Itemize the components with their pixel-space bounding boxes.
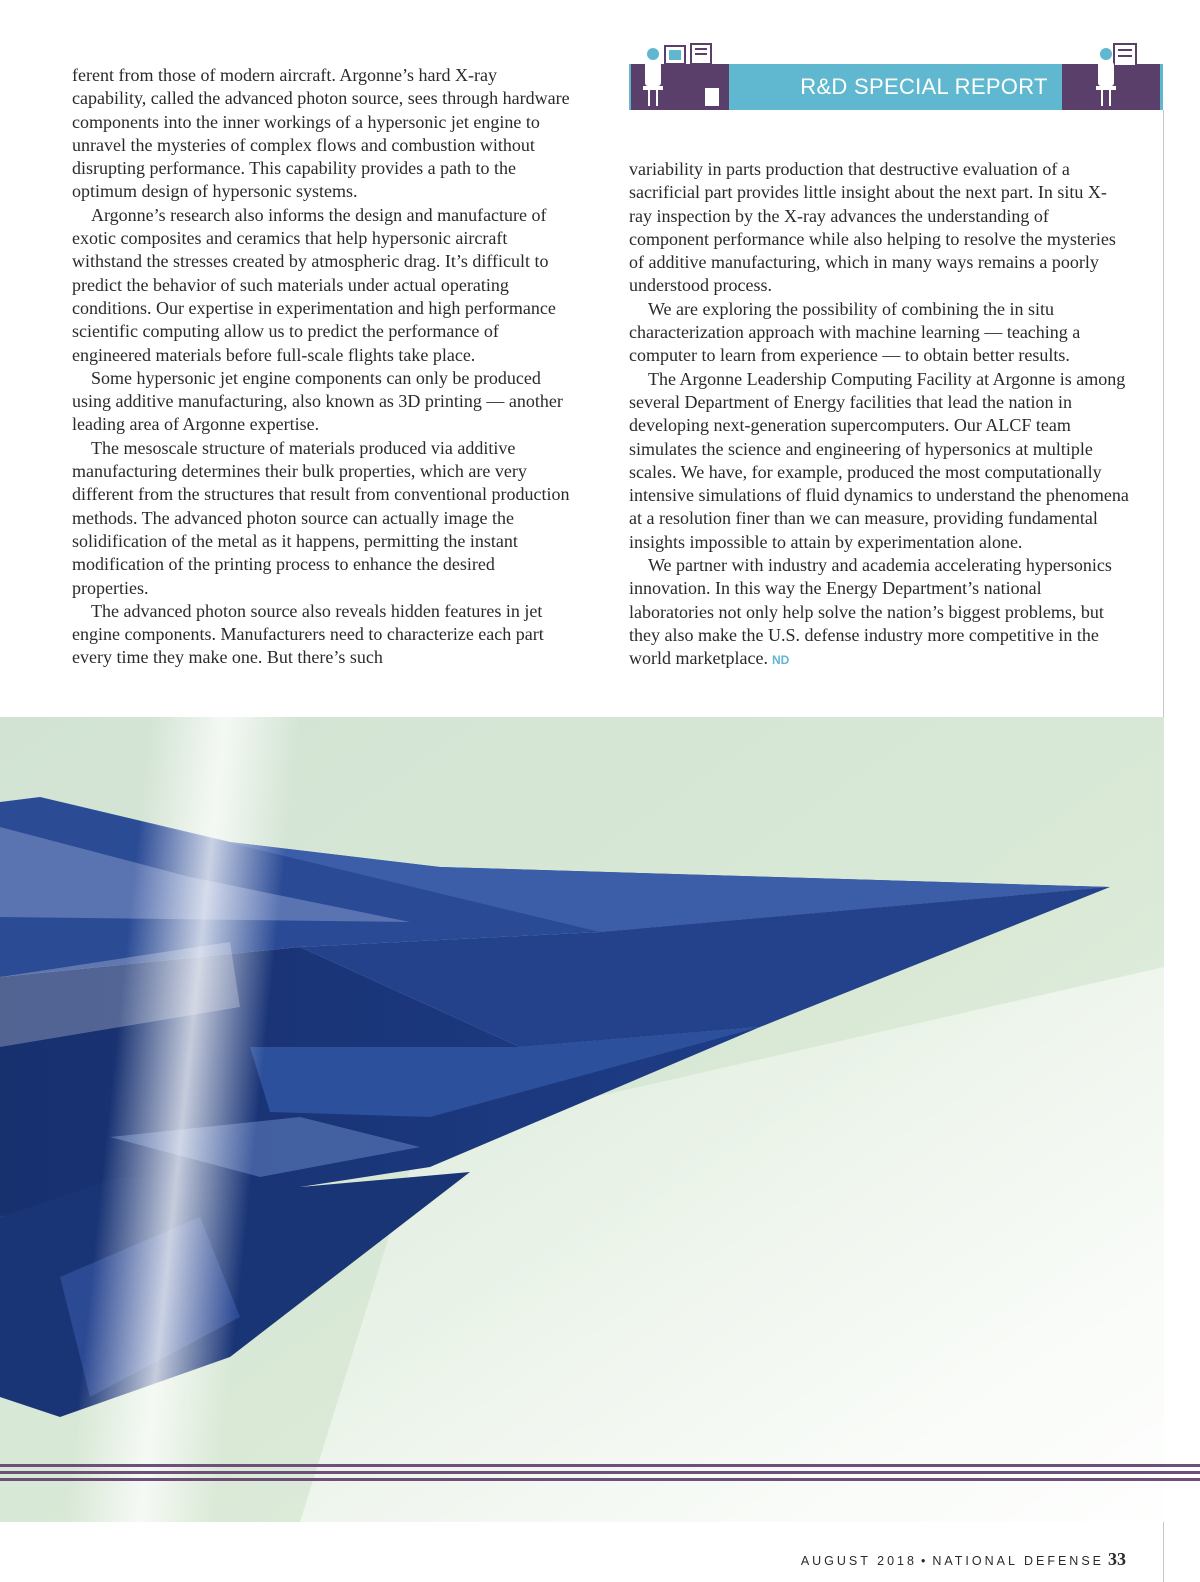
paragraph: Some hypersonic jet engine components can only be produced using additive manufacturing, also known as 3D printing — another leading area of Argonne expertise. [72, 367, 563, 435]
banner-title: R&D SPECIAL REPORT [800, 74, 1048, 99]
article-column-left [72, 64, 572, 670]
publication-name: NATIONAL DEFENSE [932, 1554, 1104, 1568]
paragraph: Argonne’s research also informs the design and manufacture of exotic composites and ceramics that help hypersonic aircraft withstand the stresses created by atmospheric drag. It’s difficult to predict the behavior of such materials under actual operating conditions. Our expertise in experimentation and high performance scientific computing allow us to predict the performance of engineered materials before full-scale flights take place. [72, 204, 556, 365]
paragraph: We are exploring the possibility of combining the in situ characterization approach with machine learning — teaching a computer to learn from experience — to obtain better results. [629, 298, 1081, 366]
article-column-right [629, 158, 1129, 673]
end-mark: ND [771, 653, 790, 668]
page-number: 33 [1108, 1549, 1126, 1569]
scientist-at-computer-icon [629, 40, 739, 112]
folio-separator: • [920, 1554, 929, 1568]
stripe-line [0, 1464, 1200, 1467]
paragraph: variability in parts production that destructive evaluation of a sacrificial part provides little insight about the next part. In situ X-ray inspection by the X-ray advances the understanding of component performance while also helping to resolve the mysteries of additive manufacturing, which in many ways remains a poorly understood process. [629, 159, 1116, 296]
paragraph [629, 554, 1129, 672]
stripe-line [0, 1471, 1200, 1474]
paragraph: The Argonne Leadership Computing Facility at Argonne is among several Department of Energy facilities that lead the nation in developing next-generation supercomputers. Our ALCF team simulates the science and engineering of hypersonics at multiple scales. We have, for example, produced the most computationally intensive simulations of fluid dynamics to understand the phenomena at a resolution finer than we can measure, providing fundamental insights impossible to attain by experimentation alone. [629, 368, 1129, 552]
paragraph-text: We partner with industry and academia accelerating hypersonics innovation. In this way the Energy Department’s national laboratories not only help solve the nation’s biggest problems, but they also make the U.S. defense industry more competitive in the world marketplace. [629, 555, 1112, 669]
scientist-with-microscope-icon [1062, 40, 1162, 112]
stripe-line [0, 1478, 1200, 1481]
footer-stripes [0, 1464, 1200, 1488]
paragraph: The advanced photon source also reveals hidden features in jet engine components. Manufacturers need to characterize each part every time they make one. But there’s such [72, 600, 544, 668]
page-folio [801, 1549, 1126, 1570]
paragraph: The mesoscale structure of materials produced via additive manufacturing determines their bulk properties, which are very different from the structures that result from conventional production methods. The advanced photon source can actually image the solidification of the metal as it happens, permitting the instant modification of the printing process to enhance the desired properties. [72, 437, 570, 598]
paragraph: ferent from those of modern aircraft. Argonne’s hard X-ray capability, called the advanced photon source, sees through hardware components into the inner workings of a hypersonic jet engine to unravel the mysteries of complex flows and combustion without disrupting performance. This capability provides a path to the optimum design of hypersonic systems. [72, 65, 570, 202]
issue-date: AUGUST 2018 [800, 1554, 917, 1568]
hypersonic-aircraft-illustration [0, 717, 1164, 1522]
